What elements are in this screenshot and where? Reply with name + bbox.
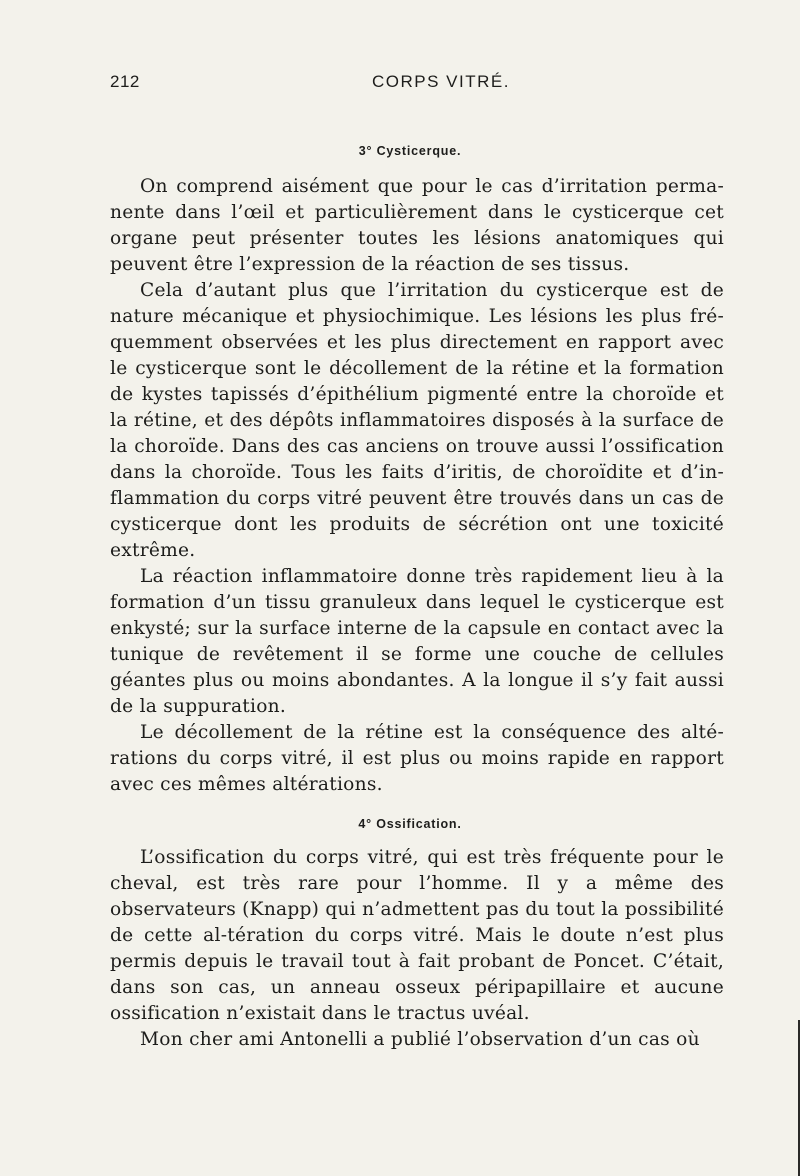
section-body-ossification	[110, 845, 724, 1053]
running-head	[110, 72, 710, 96]
section-heading-ossification: 4° Ossification.	[358, 817, 462, 831]
section-body-cysticerque	[110, 174, 724, 798]
paragraph: L’ossification du corps vitré, qui est très fréquente pour le cheval, est très rare pour l’homme. Il y a même des observateurs (Knapp) qui n’admettent pas du tout la possibilité de cette al-tération du corps vitré. Mais le doute n’est plus permis depuis le travail tout à fait probant de Poncet. C’était, dans son cas, un anneau osseux péripapillaire et aucune ossification n’existait dans le tractus uvéal.	[110, 847, 724, 1024]
page-number: 212	[110, 72, 140, 91]
paragraph: La réaction inflammatoire donne très rapidement lieu à la formation d’un tissu granuleux dans lequel le cysticerque est enkysté; sur la surface interne de la capsule en contact avec la tunique de revêtement il se forme une couche de cellules géantes plus ou moins abondantes. A la longue il s’y fait aussi de la suppuration.	[110, 566, 724, 717]
running-title: CORPS VITRÉ.	[372, 72, 510, 91]
paragraph: Cela d’autant plus que l’irritation du cysticerque est de nature mécanique et physiochimique. Les lésions les plus fré-quemment observées et les plus directement en rapport avec le cysticerque sont le décollement de la rétine et la formation de kystes tapissés d’épithélium pigmenté entre la choroïde et la rétine, et des dépôts inflammatoires disposés à la surface de la choroïde. Dans des cas anciens on trouve aussi l’ossification dans la choroïde. Tous les faits d’iritis, de choroïdite et d’in-flammation du corps vitré peuvent être trouvés dans un cas de cysticerque dont les produits de sécrétion ont une toxicité extrême.	[110, 280, 724, 561]
paragraph: Le décollement de la rétine est la conséquence des alté-rations du corps vitré, il est plus ou moins rapide en rapport avec ces mêmes altérations.	[110, 722, 724, 795]
paragraph: Mon cher ami Antonelli a publié l’observation d’un cas où	[140, 1029, 700, 1050]
section-heading-cysticerque: 3° Cysticerque.	[358, 144, 462, 158]
paragraph: On comprend aisément que pour le cas d’irritation perma-nente dans l’œil et particulièrement dans le cysticerque cet organe peut présenter toutes les lésions anatomiques qui peuvent être l’expression de la réaction de ses tissus.	[110, 176, 724, 275]
